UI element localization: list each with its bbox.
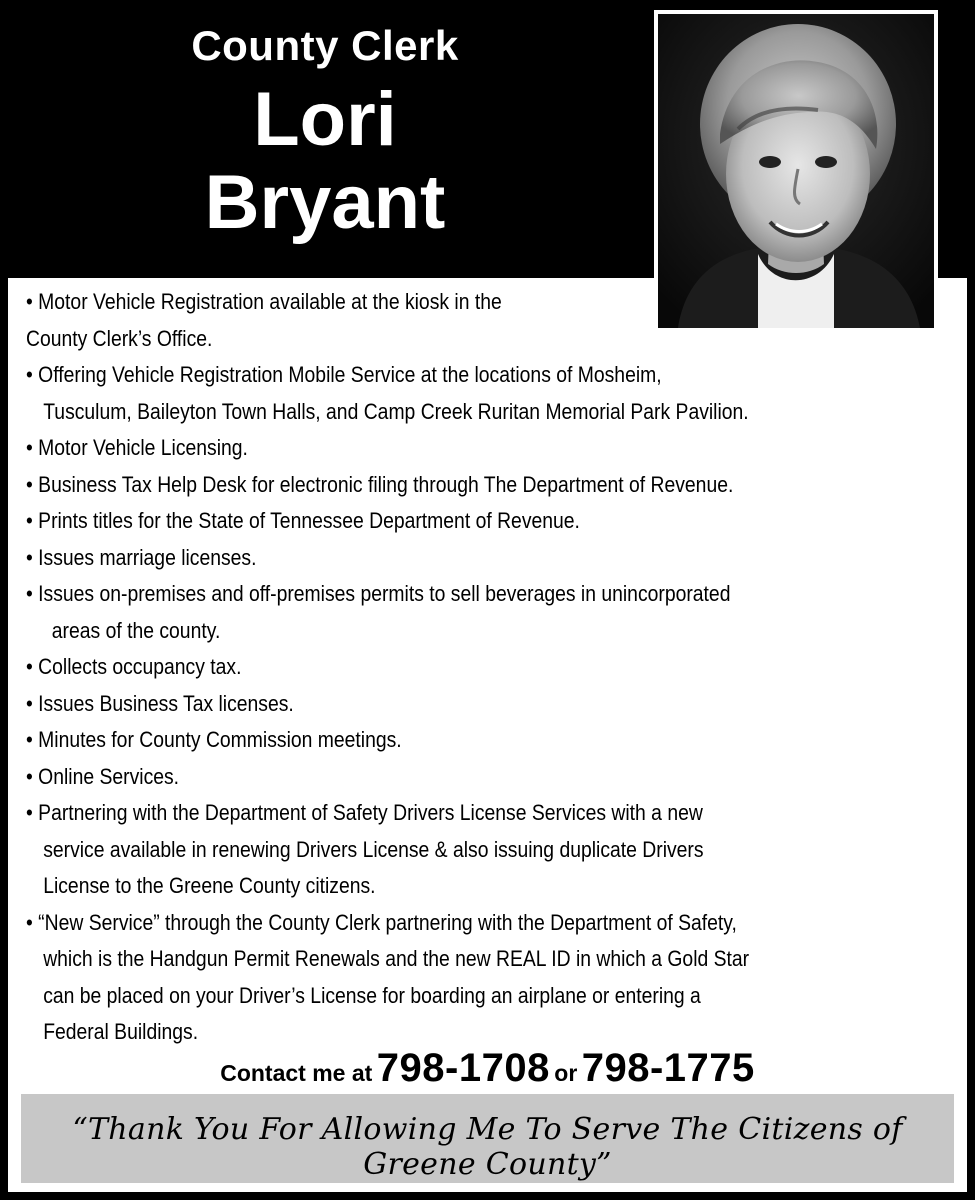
list-item: • Issues on-premises and off-premises permits to sell beverages in unincorporated areas of the county. [26,581,731,643]
services-list [26,284,955,1051]
list-item: • Collects occupancy tax. [26,654,242,679]
content-panel [8,278,967,1192]
list-item: • Issues Business Tax licenses. [26,690,294,716]
list-item: • Online Services. [26,763,180,789]
contact-or: or [554,1060,578,1086]
contact-line [8,1046,967,1091]
contact-label: Contact me at [220,1060,373,1086]
list-item: • Prints titles for the State of Tennessee Department of Revenue. [26,508,580,533]
last-name: Bryant [204,160,446,245]
portrait-photo [658,14,934,328]
thank-you-message: “Thank You For Allowing Me To Serve The Citizens of Greene County” [72,1112,903,1182]
list-item: • Motor Vehicle Licensing. [26,435,248,460]
phone-number-2: 798-1775 [581,1046,755,1090]
list-item: • Motor Vehicle Registration available at the kiosk in the County Clerk’s Office. [26,289,502,351]
list-item: • Business Tax Help Desk for electronic filing through The Department of Revenue. [26,471,734,497]
first-name: Lori [253,77,397,162]
list-item: • Minutes for County Commission meetings. [26,727,402,752]
portrait-illustration [658,14,934,328]
office-title: County Clerk [191,22,459,69]
phone-number-1: 798-1708 [376,1046,550,1090]
list-item: • Partnering with the Department of Safety Drivers License Services with a new service available in renewing Drivers License & also issuing duplicate Drivers License to the Greene County citizens. [26,800,704,898]
list-item: • Offering Vehicle Registration Mobile Service at the locations of Mosheim, Tusculum, Baileyton Town Halls, and Camp Creek Ruritan Memorial Park Pavilion. [26,362,749,424]
list-item: • Issues marriage licenses. [26,544,257,570]
thanks-banner [21,1094,954,1183]
photo-frame [654,10,938,332]
list-item: • “New Service” through the County Clerk partnering with the Department of Safety, which is the Handgun Permit Renewals and the new REAL ID in which a Gold Star can be placed on your Driver’s License for boarding an airplane or entering a Federal Buildings. [26,909,750,1044]
